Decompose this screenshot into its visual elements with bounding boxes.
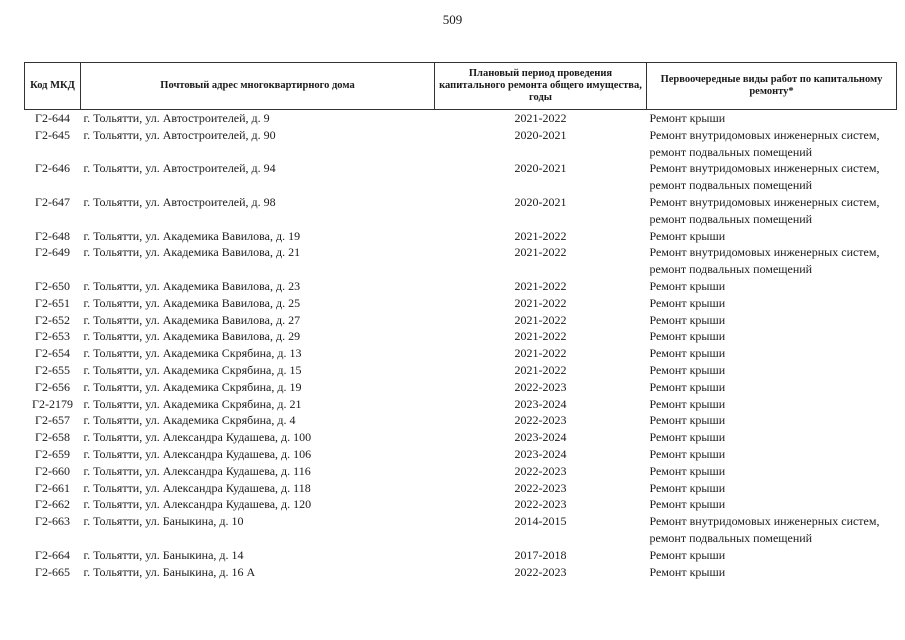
cell-period: 2020-2021 [514,161,567,176]
cell-code: Г2-662 [35,497,70,512]
cell-address: г. Тольятти, ул. Академика Вавилова, д. 23 [83,278,301,293]
cell-period: 2021-2022 [514,111,567,125]
cell-works: Ремонт крыши [649,379,726,394]
cell-address: г. Тольятти, ул. Баныкина, д. 10 [83,514,244,529]
cell-code: Г2-646 [35,161,70,176]
cell-works: Ремонт крыши [649,497,726,512]
cell-address: г. Тольятти, ул. Александра Кудашева, д. 106 [83,446,312,461]
cell-address: г. Тольятти, ул. Александра Кудашева, д. 116 [83,463,311,478]
header-address: Почтовый адрес многоквартирного дома [81,63,435,110]
table-row [25,160,897,194]
table-row [25,547,897,564]
table-row [25,244,897,278]
cell-code: Г2-660 [35,463,70,478]
cell-code: Г2-659 [35,446,70,461]
cell-period: 2020-2021 [514,127,567,142]
table-row [25,396,897,413]
cell-address: г. Тольятти, ул. Академика Вавилова, д. 25 [83,295,301,310]
cell-works: Ремонт крыши [649,446,726,461]
table-row [25,228,897,245]
table-row [25,295,897,312]
cell-period: 2022-2023 [514,413,567,428]
cell-address: г. Тольятти, ул. Баныкина, д. 14 [83,547,244,562]
table-row [25,463,897,480]
cell-address: г. Тольятти, ул. Баныкина, д. 16 А [83,564,256,579]
cell-works: Ремонт внутридомовых инженерных систем, ремонт подвальных помещений [649,161,880,193]
page-number: 509 [442,12,463,27]
cell-works: Ремонт внутридомовых инженерных систем, ремонт подвальных помещений [649,194,880,226]
cell-code: Г2-661 [35,480,70,495]
cell-code: Г2-655 [35,362,70,377]
cell-period: 2022-2023 [514,480,567,495]
cell-works: Ремонт крыши [649,463,726,478]
cell-period: 2022-2023 [514,564,567,579]
cell-period: 2021-2022 [514,245,567,260]
cell-works: Ремонт крыши [649,312,726,327]
cell-works: Ремонт внутридомовых инженерных систем, ремонт подвальных помещений [649,514,880,545]
table-row [25,278,897,295]
table-row [25,194,897,228]
cell-works: Ремонт крыши [649,480,726,495]
table-row [25,429,897,446]
cell-address: г. Тольятти, ул. Академика Скрябина, д. 19 [83,379,302,394]
table-row [25,446,897,463]
cell-works: Ремонт внутридомовых инженерных систем, ремонт подвальных помещений [649,127,880,159]
cell-works: Ремонт крыши [649,228,726,243]
cell-period: 2021-2022 [514,346,567,361]
cell-period: 2021-2022 [514,329,567,344]
cell-code: Г2-2179 [32,396,73,411]
cell-period: 2023-2024 [514,430,567,445]
cell-code: Г2-656 [35,379,70,394]
cell-period: 2021-2022 [514,228,567,243]
table-row [25,412,897,429]
table-row [25,110,897,127]
header-works: Первоочередные виды работ по капитальному ремонту* [647,63,897,110]
cell-period: 2014-2015 [514,514,567,529]
table-row [25,127,897,161]
header-code: Код МКД [25,63,81,110]
cell-address: г. Тольятти, ул. Автостроителей, д. 98 [83,194,276,209]
cell-code: Г2-664 [35,547,70,562]
cell-code: Г2-665 [35,564,70,579]
cell-address: г. Тольятти, ул. Академика Вавилова, д. 19 [83,228,301,243]
table-row [25,328,897,345]
cell-period: 2021-2022 [514,362,567,377]
cell-address: г. Тольятти, ул. Академика Скрябина, д. 15 [83,362,302,377]
cell-code: Г2-653 [35,329,70,344]
header-period: Плановый период проведения капитального ремонта общего имущества, годы [435,63,647,110]
cell-works: Ремонт крыши [649,329,726,344]
cell-works: Ремонт крыши [649,547,726,562]
table-row [25,480,897,497]
cell-period: 2020-2021 [514,194,567,209]
cell-address: г. Тольятти, ул. Академика Скрябина, д. 4 [83,413,296,428]
cell-address: г. Тольятти, ул. Автостроителей, д. 9 [83,111,270,125]
cell-address: г. Тольятти, ул. Академика Вавилова, д. 21 [83,245,301,260]
cell-address: г. Тольятти, ул. Александра Кудашева, д. 120 [83,497,312,512]
cell-works: Ремонт крыши [649,278,726,293]
cell-works: Ремонт крыши [649,362,726,377]
table-row [25,362,897,379]
cell-period: 2023-2024 [514,396,567,411]
table-body [25,110,897,581]
cell-code: Г2-663 [35,514,70,529]
cell-code: Г2-647 [35,194,70,209]
cell-works: Ремонт крыши [649,564,726,579]
cell-code: Г2-648 [35,228,70,243]
cell-period: 2021-2022 [514,278,567,293]
table-row [25,564,897,581]
cell-period: 2022-2023 [514,379,567,394]
table-row [25,513,897,547]
table-row [25,312,897,329]
cell-address: г. Тольятти, ул. Александра Кудашева, д. 100 [83,430,312,445]
cell-works: Ремонт крыши [649,111,726,125]
table-row [25,496,897,513]
cell-code: Г2-657 [35,413,70,428]
table-row [25,345,897,362]
cell-address: г. Тольятти, ул. Автостроителей, д. 94 [83,161,276,176]
table-row [25,379,897,396]
cell-code: Г2-658 [35,430,70,445]
cell-period: 2017-2018 [514,547,567,562]
cell-code: Г2-652 [35,312,70,327]
cell-code: Г2-649 [35,245,70,260]
cell-address: г. Тольятти, ул. Автостроителей, д. 90 [83,127,276,142]
cell-address: г. Тольятти, ул. Академика Скрябина, д. 13 [83,346,302,361]
cell-works: Ремонт крыши [649,346,726,361]
cell-address: г. Тольятти, ул. Александра Кудашева, д. 118 [83,480,311,495]
cell-period: 2021-2022 [514,312,567,327]
cell-period: 2022-2023 [514,497,567,512]
cell-works: Ремонт крыши [649,396,726,411]
table-header [25,63,897,110]
cell-code: Г2-654 [35,346,70,361]
repair-table [24,62,897,580]
cell-works: Ремонт крыши [649,430,726,445]
cell-works: Ремонт крыши [649,413,726,428]
cell-code: Г2-650 [35,278,70,293]
cell-period: 2022-2023 [514,463,567,478]
cell-code: Г2-644 [35,111,70,125]
cell-period: 2021-2022 [514,295,567,310]
cell-works: Ремонт внутридомовых инженерных систем, ремонт подвальных помещений [649,245,880,277]
cell-code: Г2-645 [35,127,70,142]
cell-period: 2023-2024 [514,446,567,461]
cell-address: г. Тольятти, ул. Академика Скрябина, д. 21 [83,396,302,411]
cell-address: г. Тольятти, ул. Академика Вавилова, д. 27 [83,312,301,327]
cell-works: Ремонт крыши [649,295,726,310]
cell-address: г. Тольятти, ул. Академика Вавилова, д. 29 [83,329,301,344]
cell-code: Г2-651 [35,295,70,310]
